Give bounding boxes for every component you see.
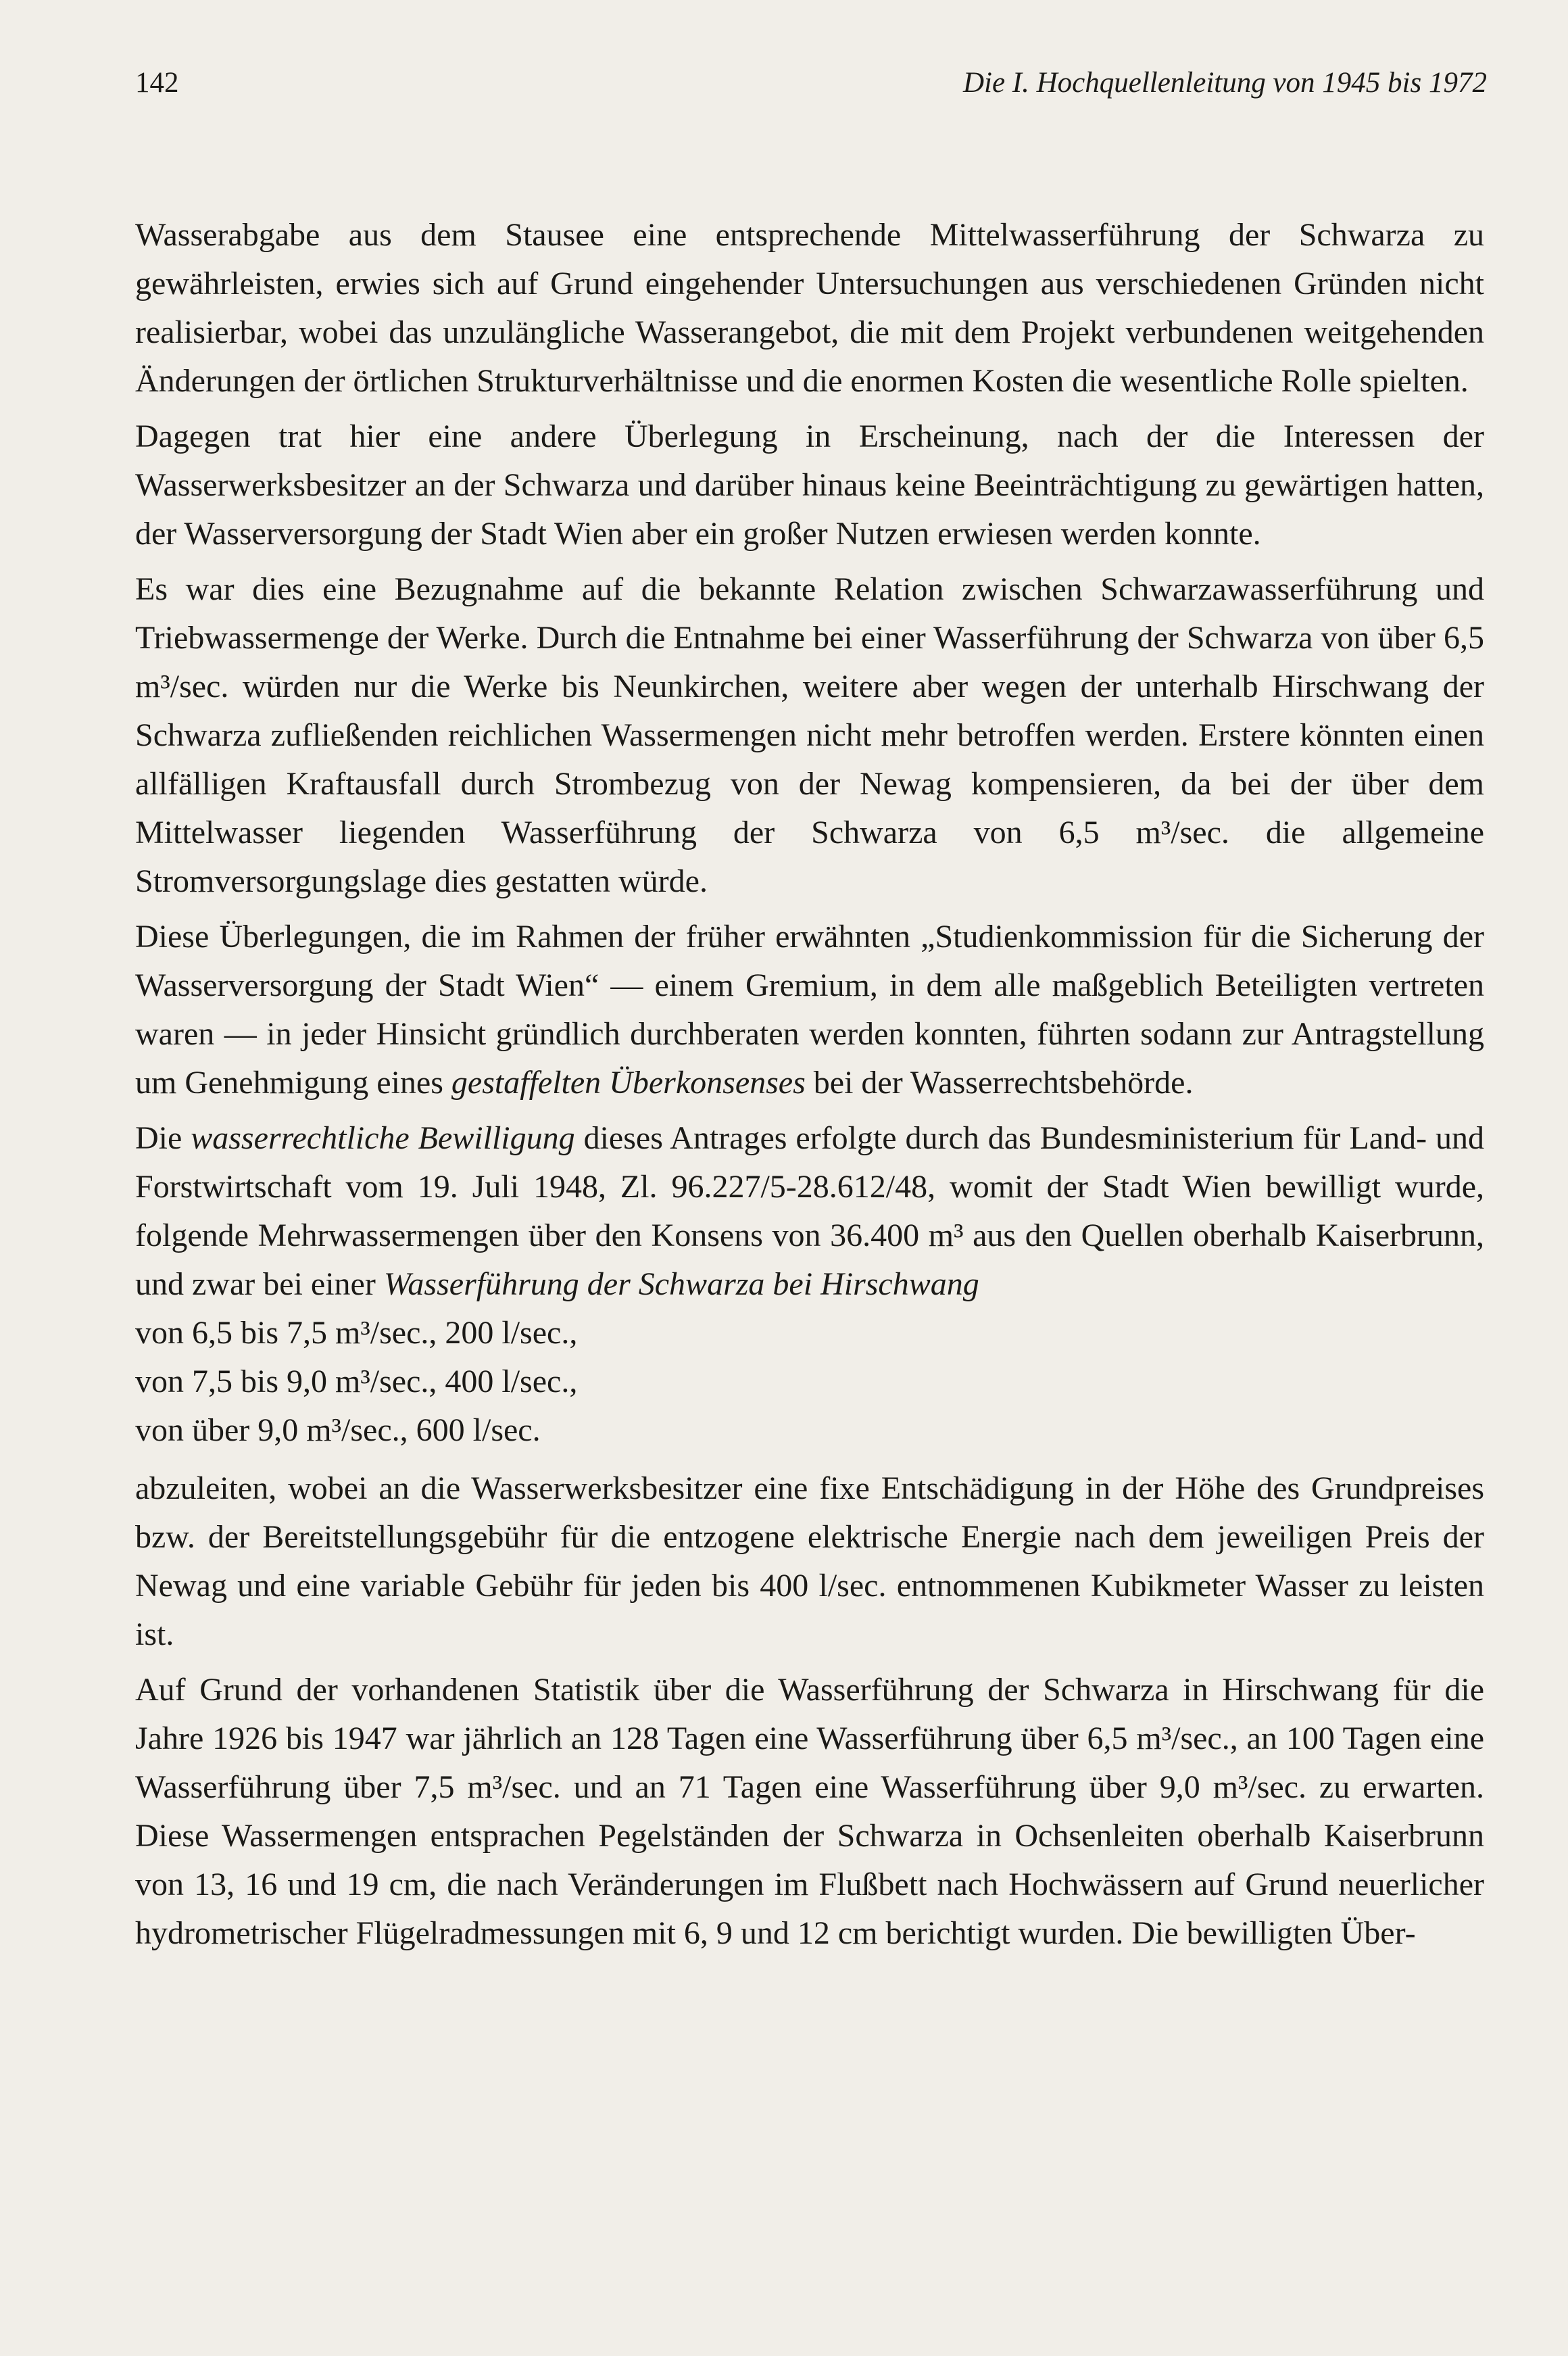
list-item: von über 9,0 m³/sec., 600 l/sec. [135, 1412, 541, 1448]
body-text [135, 211, 1484, 1965]
list-item: von 7,5 bis 9,0 m³/sec., 400 l/sec., [135, 1364, 578, 1399]
paragraph-6: abzuleiten, wobei an die Wasserwerksbesitzer eine fixe Entschädigung in der Höhe des Grundpreises bzw. der Bereitstellungsgebühr für die entzogene elektrische Energie nach dem jeweiligen Preis der Newag und eine variable Gebühr für jeden bis 400 l/sec. entnommenen Kubikmeter Wasser zu leisten ist. [135, 1470, 1484, 1652]
paragraph-5 [135, 1114, 1484, 1309]
paragraph-5-emphasis-2: Wasserführung der Schwarza bei Hirschwang [383, 1266, 979, 1302]
paragraph-4-emphasis: gestaffelten Überkonsenses [451, 1065, 806, 1101]
paragraph-4 [135, 913, 1484, 1107]
paragraph-5-emphasis-1: wasserrechtliche Bewilligung [191, 1120, 575, 1156]
paragraph-4-text-b: bei der Wasserrechtsbehörde. [805, 1065, 1194, 1101]
paragraph-2: Dagegen trat hier eine andere Überlegung in Erscheinung, nach der die Interessen der Wasserwerksbesitzer an der Schwarza und darüber hinaus keine Beeinträchtigung zu gewärtigen hatten, der Wasserversorgung der Stadt Wien aber ein großer Nutzen erwiesen werden konnte. [135, 418, 1484, 552]
list-item: von 6,5 bis 7,5 m³/sec., 200 l/sec., [135, 1315, 578, 1351]
paragraph-5-text-b: dieses Antrages erfolgte durch das Bundesministerium für Land- und Forstwirtschaft vom 19. Juli 1948, Zl. 96.227/5-28.612/48, womit der Stadt Wien bewilligt wurde, folgende Mehrwassermengen über den Konsens von 36.400 m³ aus den Quellen oberhalb Kaiserbrunn, und zwar bei einer [135, 1120, 1485, 1302]
paragraph-7: Auf Grund der vorhandenen Statistik über die Wasserführung der Schwarza in Hirschwang für die Jahre 1926 bis 1947 war jährlich an 128 Tagen eine Wasserführung über 6,5 m³/sec., an 100 Tagen eine Wasserführung über 7,5 m³/sec. und an 71 Tagen eine Wasserführung über 9,0 m³/sec. zu erwarten. Diese Wassermengen entsprachen Pegelständen der Schwarza in Ochsenleiten oberhalb Kaiserbrunn von 13, 16 und 19 cm, die nach Veränderungen im Flußbett nach Hochwässern auf Grund neuerlicher hydrometrischer Flügelradmessungen mit 6, 9 und 12 cm berichtigt wurden. Die bewilligten Über- [135, 1672, 1484, 1951]
flow-limits-list [135, 1309, 1484, 1455]
running-header [135, 66, 1487, 114]
paragraph-5-text-a: Die [135, 1120, 191, 1156]
page-number: 142 [135, 67, 179, 99]
paragraph-4-text-a: Diese Überlegungen, die im Rahmen der früher erwähnten „Studienkommission für die Sicherung der Wasserversorgung der Stadt Wien“ — einem Gremium, in dem alle maßgeblich Beteiligten vertreten waren — in jeder Hinsicht gründlich durchberaten werden konnten, führten sodann zur Antragstellung um Genehmigung eines [135, 919, 1484, 1101]
paragraph-1: Wasserabgabe aus dem Stausee eine entsprechende Mittelwasserführung der Schwarza zu gewährleisten, erwies sich auf Grund eingehender Untersuchungen aus verschiedenen Gründen nicht realisierbar, wobei das unzulängliche Wasserangebot, die mit dem Projekt verbundenen weitgehenden Änderungen der örtlichen Strukturverhältnisse und die enormen Kosten die wesentliche Rolle spielten. [135, 217, 1484, 399]
running-title: Die I. Hochquellenleitung von 1945 bis 1972 [962, 67, 1487, 99]
paragraph-3: Es war dies eine Bezugnahme auf die bekannte Relation zwischen Schwarzawasserführung und Triebwassermenge der Werke. Durch die Entnahme bei einer Wasserführung der Schwarza von über 6,5 m³/sec. würden nur die Werke bis Neunkirchen, weitere aber wegen der unterhalb Hirschwang der Schwarza zufließenden reichlichen Wassermengen nicht mehr betroffen werden. Erstere könnten einen allfälligen Kraftausfall durch Strombezug von der Newag kompensieren, da bei der über dem Mittelwasser liegenden Wasserführung der Schwarza von 6,5 m³/sec. die allgemeine Stromversorgungslage dies gestatten würde. [135, 571, 1484, 899]
